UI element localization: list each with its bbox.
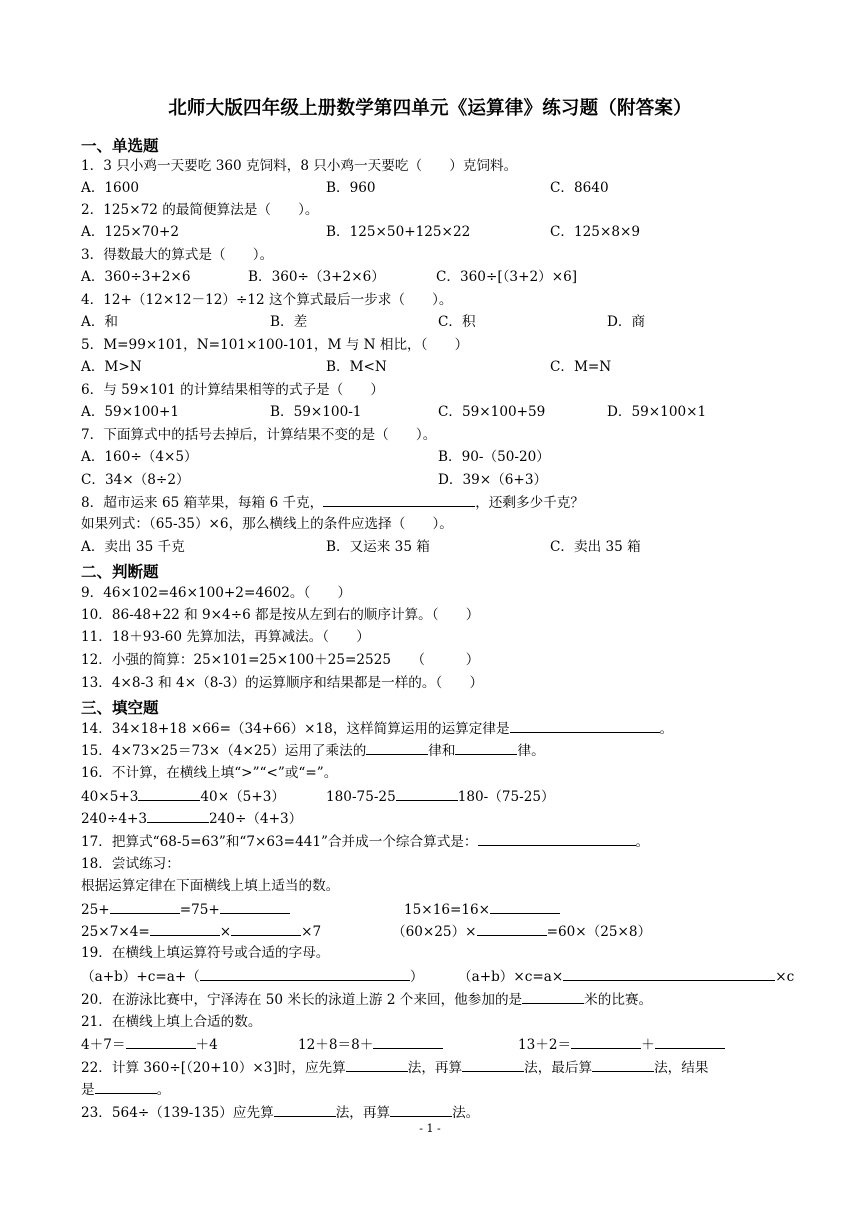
q16-item-b	[326, 787, 555, 806]
q4-option-a: A．和	[81, 314, 119, 330]
q2-option-b: B．125×50+125×22	[326, 224, 471, 240]
question-4: 4．12+（12×12－12）÷12 这个算式最后一步求（ ）。	[81, 292, 453, 308]
page-number: - 1 -	[419, 1122, 441, 1135]
q21b-blank[interactable]	[373, 1035, 443, 1049]
q22-text-4: 法，结果	[654, 1060, 709, 1076]
q21-item-a	[81, 1035, 218, 1054]
q17-blank[interactable]	[478, 832, 636, 846]
q19b-text-1: （a+b）×c=a×	[458, 969, 564, 985]
q22-text-1: 22．计算 360÷[（20+10）×3]时，应先算	[81, 1060, 346, 1076]
question-8	[81, 493, 584, 512]
q22-blank-4[interactable]	[95, 1080, 157, 1094]
q17-text-end: 。	[635, 834, 650, 850]
q20-text-start: 20．在游泳比赛中，宁泽涛在 50 米长的泳道上游 2 个来回，他参加的是	[81, 992, 523, 1008]
question-20	[81, 990, 652, 1009]
q19-item-b	[458, 967, 794, 986]
question-2: 2．125×72 的最简便算法是（ ）。	[81, 202, 319, 218]
q18-item-c	[81, 922, 321, 941]
q5-option-a: A．M>N	[81, 359, 142, 375]
q21c-blank-1[interactable]	[571, 1035, 641, 1049]
q5-option-b: B．M<N	[326, 359, 387, 375]
question-12: 12．小强的简算：25×101=25×100＋25=2525 （ ）	[81, 652, 480, 668]
question-23	[81, 1103, 479, 1122]
section-heading-single-choice: 一、单选题	[81, 137, 159, 155]
q6-option-a: A．59×100+1	[81, 404, 180, 420]
q22-blank-2[interactable]	[462, 1058, 524, 1072]
question-14	[81, 719, 673, 738]
q8-option-a: A．卖出 35 千克	[81, 539, 185, 555]
q8-text-start: 8．超市运来 65 箱苹果，每箱 6 千克，	[81, 495, 324, 511]
q6-option-b: B．59×100-1	[270, 404, 362, 420]
q21a-text-2: ＋4	[195, 1037, 218, 1053]
q21-item-b	[298, 1035, 443, 1054]
q3-option-a: A．360÷3+2×6	[81, 269, 191, 285]
q8-text-end: ，还剩多少千克？	[475, 495, 584, 511]
question-1: 1．3 只小鸡一天要吃 360 克饲料，8 只小鸡一天要吃（ ）克饲料。	[81, 158, 518, 174]
question-18-instruction: 根据运算定律在下面横线上填上适当的数。	[81, 878, 340, 894]
q1-option-a: A．1600	[81, 180, 140, 196]
q22-text-2: 法，再算	[407, 1060, 463, 1076]
q19a-text-1: （a+b）+c=a+（	[81, 969, 200, 985]
q7-option-c: C．34×（8÷2）	[81, 472, 190, 488]
q16a-right: 40×（5+3）	[200, 789, 285, 805]
question-5: 5．M=99×101，N=101×100-101，M 与 N 相比，（ ）	[81, 337, 469, 353]
q16a-left: 40×5+3	[81, 789, 139, 805]
q7-option-b: B．90-（50-20）	[438, 449, 550, 465]
q21a-blank[interactable]	[126, 1035, 196, 1049]
q8-option-c: C．卖出 35 箱	[550, 539, 641, 555]
q1-option-b: B．960	[326, 180, 376, 196]
q18c-text-2: ×	[219, 924, 232, 940]
q21c-text-1: 13＋2＝	[518, 1037, 572, 1053]
question-11: 11．18＋93-60 先算加法，再算减法。（ ）	[81, 629, 370, 645]
q17-text-start: 17．把算式“68-5=63”和“7×63=441”合并成一个综合算式是：	[81, 834, 478, 850]
q16c-left: 240÷4+3	[81, 811, 148, 827]
section-heading-fill-blank: 三、填空题	[81, 699, 159, 717]
q18c-blank-2[interactable]	[231, 922, 301, 936]
question-7: 7．下面算式中的括号去掉后，计算结果不变的是（ ）。	[81, 427, 437, 443]
q19a-text-2: ）	[409, 969, 424, 985]
q16c-blank[interactable]	[147, 809, 209, 823]
q19-item-a	[81, 967, 423, 986]
q16a-blank[interactable]	[138, 787, 200, 801]
q4-option-c: C．积	[438, 314, 476, 330]
q16-item-a	[81, 787, 285, 806]
page-title: 北师大版四年级上册数学第四单元《运算律》练习题（附答案）	[168, 98, 692, 119]
q15-text-start: 15．4×73×25＝73×（4×25）运用了乘法的	[81, 743, 367, 759]
q21b-text: 12＋8＝8＋	[298, 1037, 374, 1053]
q19b-blank[interactable]	[563, 967, 775, 981]
q21-item-c	[518, 1035, 725, 1054]
q19a-blank[interactable]	[200, 967, 410, 981]
q6-option-d: D．59×100×1	[607, 404, 707, 420]
q8-blank[interactable]	[323, 493, 475, 507]
q18a-blank-1[interactable]	[110, 900, 180, 914]
question-16: 16．不计算，在横线上填“>”“<”或“=”。	[81, 765, 338, 781]
q7-option-d: D．39×（6+3）	[438, 472, 548, 488]
q14-text-end: 。	[659, 721, 674, 737]
q18c-text-1: 25×7×4=	[81, 924, 150, 940]
q7-option-a: A．160÷（4×5）	[81, 449, 198, 465]
q22b-text-1: 是	[81, 1082, 95, 1098]
q18a-blank-2[interactable]	[220, 900, 290, 914]
q19b-text-2: ×c	[775, 969, 795, 985]
q14-blank[interactable]	[510, 719, 660, 733]
question-10: 10．86-48+22 和 9×4÷6 都是按从左到右的顺序计算。（ ）	[81, 607, 480, 623]
q16-item-c	[81, 809, 302, 828]
q4-option-d: D．商	[607, 314, 646, 330]
q18-item-a	[81, 900, 290, 919]
q20-blank[interactable]	[522, 990, 584, 1004]
question-19: 19．在横线上填运算符号或合适的字母。	[81, 945, 330, 961]
q14-text-start: 14．34×18+18 ×66=（34+66）×18，这样简算运用的运算定律是	[81, 721, 510, 737]
q18c-blank-1[interactable]	[150, 922, 220, 936]
q21c-blank-2[interactable]	[655, 1035, 725, 1049]
question-22-continued	[81, 1080, 170, 1099]
question-13: 13．4×8-3 和 4×（8-3）的运算顺序和结果都是一样的。（ ）	[81, 675, 484, 691]
question-17	[81, 832, 649, 851]
q18d-text-1: （60×25）×	[392, 924, 477, 940]
q16c-right: 240÷（4+3）	[209, 811, 303, 827]
q21a-text-1: 4＋7＝	[81, 1037, 126, 1053]
q23-text-2: 法，再算	[335, 1105, 391, 1121]
question-6: 6．与 59×101 的计算结果相等的式子是（ ）	[81, 382, 385, 398]
q23-blank-1[interactable]	[274, 1103, 336, 1117]
q23-text-1: 23．564÷（139-135）应先算	[81, 1105, 274, 1121]
q8-option-b: B．又运来 35 箱	[326, 539, 430, 555]
q18-item-b	[404, 900, 560, 919]
question-15	[81, 741, 545, 760]
q15-text-mid: 律和	[428, 743, 456, 759]
q20-text-end: 米的比赛。	[584, 992, 653, 1008]
q18d-blank[interactable]	[477, 922, 547, 936]
q18b-blank[interactable]	[490, 900, 560, 914]
q18-item-d	[392, 922, 651, 941]
q21c-text-2: ＋	[641, 1037, 655, 1053]
q23-blank-2[interactable]	[390, 1103, 452, 1117]
question-3: 3．得数最大的算式是（ ）。	[81, 247, 274, 263]
q15-blank-1[interactable]	[366, 741, 428, 755]
q23-text-3: 法。	[452, 1105, 480, 1121]
q16b-right: 180-（75-25）	[457, 789, 555, 805]
q3-option-b: B．360÷（3+2×6）	[248, 269, 385, 285]
q2-option-c: C．125×8×9	[550, 224, 641, 240]
q18a-text-2: =75+	[179, 902, 220, 918]
q22-blank-3[interactable]	[592, 1058, 654, 1072]
q16b-blank[interactable]	[396, 787, 458, 801]
section-heading-true-false: 二、判断题	[81, 563, 159, 581]
q18a-text-1: 25+	[81, 902, 110, 918]
question-9: 9．46×102=46×100+2=4602。（ ）	[81, 585, 352, 601]
q22b-text-2: 。	[156, 1082, 171, 1098]
q16b-left: 180-75-25	[326, 789, 396, 805]
q22-blank-1[interactable]	[346, 1058, 408, 1072]
q22-text-3: 法，最后算	[524, 1060, 593, 1076]
q15-blank-2[interactable]	[455, 741, 517, 755]
q2-option-a: A．125×70+2	[81, 224, 180, 240]
question-22	[81, 1058, 708, 1077]
question-21: 21．在横线上填上合适的数。	[81, 1014, 262, 1030]
q5-option-c: C．M=N	[550, 359, 612, 375]
q1-option-c: C．8640	[550, 180, 609, 196]
q18b-text: 15×16=16×	[404, 902, 491, 918]
q15-text-end: 律。	[517, 743, 545, 759]
q18d-text-2: =60×（25×8）	[546, 924, 652, 940]
q3-option-c: C．360÷[（3+2）×6]	[436, 269, 578, 285]
question-8-followup: 如果列式：（65-35）×6，那么横线上的条件应选择（ ）。	[81, 516, 453, 532]
q18c-text-3: ×7	[301, 924, 322, 940]
question-18: 18．尝试练习：	[81, 856, 180, 872]
q4-option-b: B．差	[270, 314, 308, 330]
q6-option-c: C．59×100+59	[438, 404, 546, 420]
